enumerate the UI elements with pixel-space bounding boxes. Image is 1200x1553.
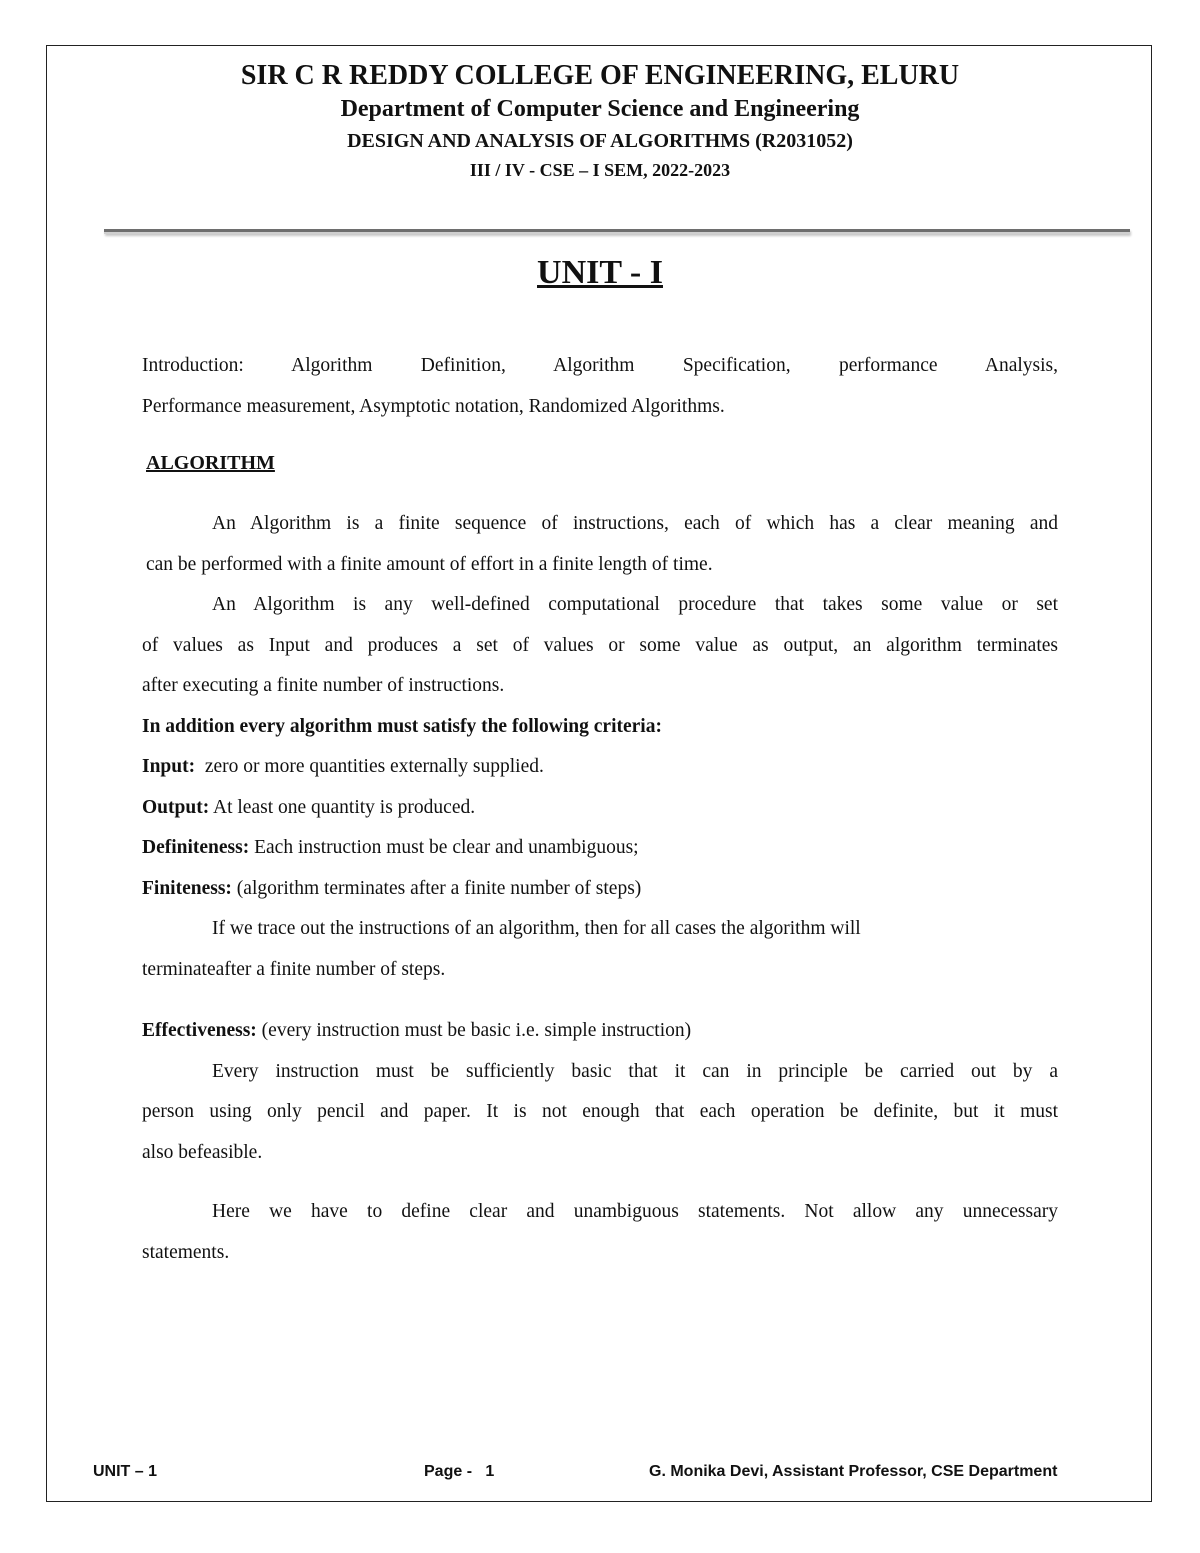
closing-paragraph bbox=[142, 1192, 1058, 1273]
effectiveness-line: Every instruction must be sufficiently basic that it can in principle be carried out by a bbox=[212, 1060, 1058, 1082]
criterion-definiteness bbox=[142, 828, 1058, 869]
effectiveness-section bbox=[142, 1011, 1058, 1173]
footer-page-number: Page - 1 bbox=[424, 1463, 495, 1480]
criterion-input bbox=[142, 747, 1058, 788]
header-divider bbox=[104, 229, 1130, 234]
finiteness-line: terminateafter a finite number of steps. bbox=[142, 958, 446, 980]
criterion-text: At least one quantity is produced. bbox=[213, 796, 476, 818]
closing-line: statements. bbox=[142, 1241, 230, 1263]
effectiveness-line: person using only pencil and paper. It is not enough that each operation be definite, but it must bbox=[142, 1101, 1058, 1122]
unit-title: UNIT - I bbox=[537, 254, 663, 291]
criterion-label: Finiteness: bbox=[142, 877, 232, 899]
effectiveness-line: also befeasible. bbox=[142, 1141, 263, 1163]
definition-line: can be performed with a finite amount of effort in a finite length of time. bbox=[146, 553, 713, 575]
course-title: DESIGN AND ANALYSIS OF ALGORITHMS (R2031052) bbox=[347, 130, 853, 152]
criterion-text: zero or more quantities externally supplied. bbox=[204, 756, 544, 777]
section-heading: ALGORITHM bbox=[146, 452, 275, 474]
criterion-text: Each instruction must be clear and unambiguous; bbox=[254, 837, 639, 858]
definition-line: after executing a finite number of instructions. bbox=[142, 675, 505, 696]
semester-info: III / IV - CSE – I SEM, 2022-2023 bbox=[469, 160, 731, 180]
criterion-label: Input: bbox=[142, 756, 196, 777]
criterion-label: Definiteness: bbox=[142, 837, 250, 858]
criterion-text: (every instruction must be basic i.e. simple instruction) bbox=[261, 1020, 692, 1041]
closing-line: Here we have to define clear and unambiguous statements. Not allow any unnecessary bbox=[212, 1201, 1058, 1222]
finiteness-line: If we trace out the instructions of an algorithm, then for all cases the algorithm will bbox=[212, 918, 861, 939]
footer-unit: UNIT – 1 bbox=[93, 1463, 158, 1480]
criterion-label: Effectiveness: bbox=[142, 1020, 257, 1041]
college-name: SIR C R REDDY COLLEGE OF ENGINEERING, ELURU bbox=[240, 60, 960, 91]
definition-line: of values as Input and produces a set of values or some value as output, an algorithm terminates bbox=[142, 634, 1058, 656]
criteria-intro bbox=[142, 707, 1058, 748]
footer-author: G. Monika Devi, Assistant Professor, CSE Department bbox=[649, 1463, 1058, 1480]
introduction-line: Performance measurement, Asymptotic notation, Randomized Algorithms. bbox=[142, 395, 725, 417]
definition-line: An Algorithm is any well-defined computational procedure that takes some value or set bbox=[212, 594, 1058, 615]
criterion-effectiveness bbox=[142, 1011, 1058, 1052]
introduction-line: Introduction: Algorithm Definition, Algorithm Specification, performance Analysis, bbox=[142, 355, 1058, 376]
criteria-intro-text: In addition every algorithm must satisfy the following criteria: bbox=[142, 715, 662, 737]
definition-line: An Algorithm is a finite sequence of instructions, each of which has a clear meaning and bbox=[212, 513, 1058, 534]
criterion-label: Output: bbox=[142, 796, 210, 818]
department-name: Department of Computer Science and Engineering bbox=[340, 96, 860, 122]
criterion-output bbox=[142, 788, 1058, 829]
criterion-finiteness bbox=[142, 869, 1058, 910]
definition-paragraphs bbox=[142, 504, 1058, 990]
introduction-paragraph bbox=[142, 346, 1058, 427]
criterion-text: (algorithm terminates after a finite number of steps) bbox=[236, 877, 642, 899]
